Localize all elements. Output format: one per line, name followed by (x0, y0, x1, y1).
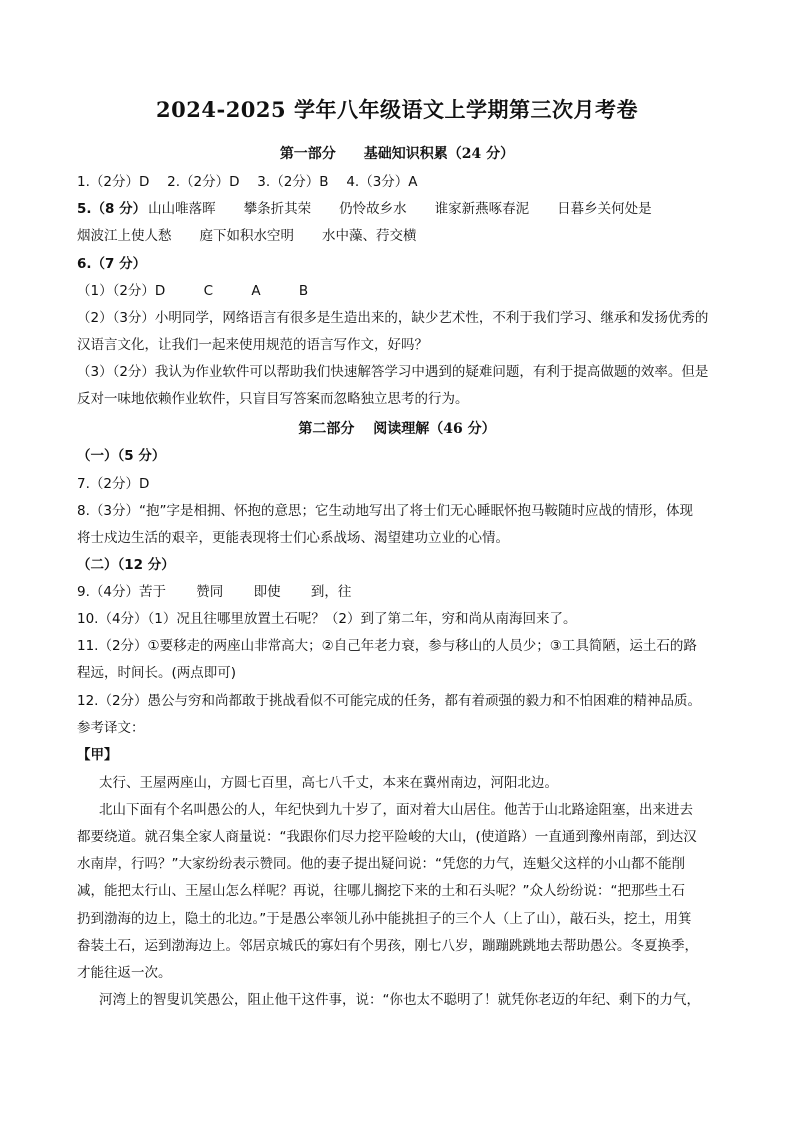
translation-paragraph: 北山下面有个名叫愚公的人，年纪快到九十岁了，面对着大山居住。他苦于山北路途阻塞，出来进去 (99, 802, 693, 818)
answer-q6-3-line1: （3）（2分）我认为作业软件可以帮助我们快速解答学习中遇到的疑难问题，有利于提高做题的效率。但是 (77, 364, 709, 380)
translation-line: 水南岸，行吗？”大家纷纷表示赞同。他的妻子提出疑问说：“凭您的力气，连魁父这样的小山都不能削 (77, 856, 685, 872)
translation-paragraph: 河湾上的智叟讥笑愚公，阻止他干这件事，说：“你也太不聪明了！就凭你老迈的年纪、剩下的力气， (99, 992, 700, 1008)
q5-answer: 庭下如积水空明 (199, 228, 294, 244)
q5-answer: 日暮乡关何处是 (557, 201, 652, 217)
answer-q12: 12.（2分）愚公与穷和尚都敢于挑战看似不可能完成的任务，都有着顽强的毅力和不怕困难的精神品质。 (77, 693, 702, 709)
translation-paragraph: 太行、王屋两座山，方圆七百里，高七八千丈，本来在冀州南边，河阳北边。 (99, 775, 558, 791)
answer-q11-line1: 11.（2分）①要移走的两座山非常高大；②自己年老力衰，参与移山的人员少；③工具简陋，运土石的路 (77, 638, 697, 654)
answer-q6-1 (77, 281, 727, 301)
q6-1-option: C (203, 283, 214, 299)
q5-answer: 山山唯落晖 (148, 201, 216, 217)
translation-line: 畚装土石，运到渤海边上。邻居京城氏的寡妇有个男孩，刚七八岁，蹦蹦跳跳地去帮助愚公。冬夏换季， (77, 938, 698, 954)
q5-label: 5.（8 分） (77, 201, 147, 217)
q6-1-option: A (251, 283, 261, 299)
part-one-heading: 第一部分 基础知识积累（24 分） (279, 146, 515, 162)
q9-answer: 赞同 (196, 584, 224, 600)
q9-answer: 即使 (253, 584, 281, 600)
answer-q11-line2: 程远，时间长。(两点即可) (77, 665, 237, 681)
translation-line: 才能往返一次。 (77, 965, 172, 981)
answer-q9 (77, 582, 727, 602)
part-two-heading: 第二部分 阅读理解（46 分） (298, 421, 496, 437)
answer-q1-4: 1.（2分）D 2.（2分）D 3.（2分）B 4.（3分）A (77, 174, 418, 190)
answer-q6-2-line1: （2）（3分）小明同学，网络语言有很多是生造出来的，缺少艺术性，不利于我们学习、继承和发扬优秀的 (77, 310, 709, 326)
exam-title: 2024-2025 学年八年级语文上学期第三次月考卷 (156, 97, 638, 122)
answer-q7: 7.（2分）D (77, 476, 150, 492)
translation-line: 减，能把太行山、王屋山怎么样呢？再说，往哪儿搁挖下来的土和石头呢？”众人纷纷说：“把那些土石 (77, 883, 685, 899)
answer-q5-row1 (77, 199, 727, 219)
passage-jia-label: 【甲】 (77, 747, 118, 763)
q9-label: 9.（4分）苦于 (77, 584, 166, 600)
q9-answer: 到，往 (310, 584, 352, 600)
q5-answer: 仍怜故乡水 (339, 201, 407, 217)
q6-1-option: B (298, 283, 309, 299)
answer-q6-3-line2: 反对一味地依赖作业软件，只盲目写答案而忽略独立思考的行为。 (77, 391, 469, 407)
answer-q6-2-line2: 汉语言文化，让我们一起来使用规范的语言写作文，好吗？ (77, 337, 428, 353)
answer-q8-line1: 8.（3分）“抱”字是相拥、怀抱的意思；它生动地写出了将士们无心睡眠怀抱马鞍随时应战的情形，体现 (77, 503, 693, 519)
translation-line: 扔到渤海的边上，隐土的北边。”于是愚公率领儿孙中能挑担子的三个人（上了山），敲石头，挖土，用箕 (77, 911, 692, 927)
reference-translation-label: 参考译文： (77, 720, 145, 736)
answer-q8-line2: 将士戍边生活的艰辛，更能表现将士们心系战场、渴望建功立业的心情。 (77, 530, 509, 546)
q6-1-label: （1）（2分）D (77, 283, 166, 299)
q5-answer: 谁家新燕啄春泥 (434, 201, 530, 217)
translation-line: 都要绕道。就召集全家人商量说：“我跟你们尽力挖平险峻的大山，(使道路）一直通到豫州南部，到达汉 (77, 829, 697, 845)
answer-q10: 10.（4分）（1）况且往哪里放置土石呢？（2）到了第二年，穷和尚从南海回来了。 (77, 611, 577, 627)
q6-label: 6.（7 分） (77, 256, 147, 272)
q5-answer: 攀条折其荣 (243, 201, 312, 217)
q5-answer: 水中藻、荇交横 (322, 228, 417, 244)
q5-answer: 烟波江上使人愁 (77, 228, 172, 244)
answer-q5-row2 (77, 226, 727, 246)
subsection-one: （一）（5 分） (77, 448, 166, 464)
subsection-two: （二）（12 分） (77, 557, 175, 573)
